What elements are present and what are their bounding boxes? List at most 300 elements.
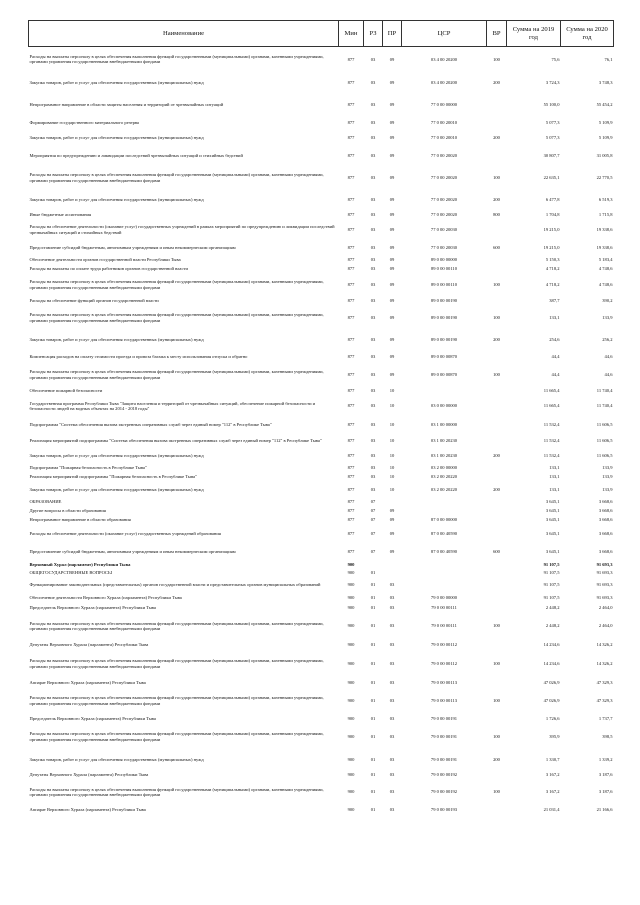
cell-sum-2020: 21 166,6 bbox=[596, 806, 613, 812]
cell-csr: 03 1 00 20230 bbox=[430, 437, 458, 443]
cell-csr: 77 0 00 20020 bbox=[430, 174, 458, 180]
cell-min: 877 bbox=[347, 196, 355, 202]
cell-pr: 09 bbox=[389, 371, 395, 377]
cell-sum-2019: 14 234,6 bbox=[543, 660, 560, 666]
cell-csr bbox=[402, 569, 487, 577]
table-row bbox=[29, 296, 614, 306]
cell-name: Закупка товаров, работ и услуг для обеспечения государственных (муниципальных) нужд bbox=[29, 336, 204, 342]
header-csr: ЦСР bbox=[402, 21, 487, 47]
cell-rz: 01 bbox=[370, 582, 376, 588]
cell-sum-2020: 91 693,3 bbox=[596, 569, 613, 575]
cell-pr bbox=[383, 569, 402, 577]
cell-csr: 79 0 00 00191 bbox=[430, 733, 458, 739]
cell-vr: 200 bbox=[493, 134, 500, 140]
cell-rz: 03 bbox=[370, 465, 376, 471]
cell-vr: 200 bbox=[493, 79, 500, 85]
cell-min: 877 bbox=[347, 371, 355, 377]
cell-name: Функционирование законодательных (представительных) органов государственной власти и представительных органов муниципальных образований bbox=[29, 582, 321, 588]
header-min: Мин bbox=[339, 21, 364, 47]
cell-sum-2019: 395,9 bbox=[549, 733, 560, 739]
table-row bbox=[29, 498, 614, 507]
cell-sum-2019: 3 645,1 bbox=[545, 548, 560, 554]
cell-name: Аппарат Верховного Хурала (парламента) Республики Тыва bbox=[29, 679, 146, 685]
table-row bbox=[29, 417, 614, 433]
cell-vr: 100 bbox=[493, 697, 500, 703]
cell-sum-2020: 2 464,0 bbox=[598, 623, 613, 629]
cell-min: 900 bbox=[347, 561, 355, 567]
table-row bbox=[29, 594, 614, 603]
header-name: Наименование bbox=[29, 21, 339, 47]
cell-sum-2019: 3 645,1 bbox=[545, 499, 560, 505]
cell-name: Закупка товаров, работ и услуг для обеспечения государственных (муниципальных) нужд bbox=[29, 453, 204, 459]
cell-name: Подпрограмма "Пожарная безопасность в Республике Тыва" bbox=[29, 465, 147, 471]
cell-min: 877 bbox=[347, 266, 355, 272]
cell-sum-2019: 11 532,4 bbox=[543, 453, 560, 459]
cell-min: 877 bbox=[347, 226, 355, 232]
cell-name: Формирование государственного материального резерва bbox=[29, 119, 139, 125]
cell-min: 877 bbox=[347, 403, 355, 409]
cell-pr: 03 bbox=[389, 806, 395, 812]
cell-rz: 01 bbox=[370, 715, 376, 721]
cell-vr bbox=[487, 640, 507, 650]
table-row bbox=[29, 526, 614, 543]
cell-sum-2019: 21 031,4 bbox=[543, 806, 560, 812]
cell-sum-2019: 22 635,1 bbox=[543, 174, 560, 180]
cell-vr: 100 bbox=[493, 56, 500, 62]
cell-pr: 10 bbox=[389, 403, 395, 409]
cell-vr: 200 bbox=[493, 453, 500, 459]
cell-rz: 03 bbox=[370, 336, 376, 342]
cell-pr: 10 bbox=[389, 465, 395, 471]
table-row bbox=[29, 724, 614, 750]
cell-min: 877 bbox=[347, 244, 355, 250]
cell-name: Предоставление субсидий бюджетным, автономным учреждениям и иным некоммерческим организациям bbox=[29, 244, 236, 250]
cell-name: Государственная программа Республики Тыва "Защита населения и территорий от чрезвычайных ситуаций, обеспечение пожарной безопасности и безопасности людей на водных объектах на 2014 - 2018 годы" bbox=[29, 400, 316, 411]
cell-csr: 79 0 00 00191 bbox=[430, 757, 458, 763]
table-row bbox=[29, 688, 614, 714]
cell-min: 877 bbox=[347, 336, 355, 342]
cell-name: Иные бюджетные ассигнования bbox=[29, 211, 92, 217]
cell-sum-2020: 14 326,2 bbox=[596, 641, 613, 647]
cell-csr: 89 0 00 00190 bbox=[430, 297, 458, 303]
cell-name: ОБЩЕГОСУДАРСТВЕННЫЕ ВОПРОСЫ bbox=[29, 569, 112, 575]
table-row bbox=[29, 190, 614, 210]
cell-csr: 89 0 00 00190 bbox=[430, 314, 458, 320]
cell-csr: 03 2 00 20220 bbox=[430, 486, 458, 492]
cell-csr: 03 2 00 00000 bbox=[430, 465, 458, 471]
cell-pr: 10 bbox=[389, 474, 395, 480]
cell-sum-2020: 5 183,4 bbox=[598, 257, 613, 263]
cell-min: 877 bbox=[347, 79, 355, 85]
table-row bbox=[29, 543, 614, 561]
cell-csr: 77 0 00 20030 bbox=[430, 226, 458, 232]
cell-pr: 09 bbox=[389, 531, 395, 537]
cell-min: 900 bbox=[347, 789, 355, 795]
cell-pr: 09 bbox=[389, 314, 395, 320]
cell-vr bbox=[487, 507, 507, 515]
cell-sum-2019: 44,4 bbox=[551, 371, 560, 377]
cell-min: 877 bbox=[347, 297, 355, 303]
cell-sum-2020: 11 606,5 bbox=[596, 437, 613, 443]
table-row bbox=[29, 256, 614, 265]
cell-vr bbox=[487, 714, 507, 724]
cell-sum-2019: 19 215,0 bbox=[543, 244, 560, 250]
cell-pr: 09 bbox=[389, 211, 395, 217]
cell-sum-2020: 6 519,3 bbox=[598, 196, 613, 202]
table-row bbox=[29, 146, 614, 166]
cell-vr: 200 bbox=[493, 757, 500, 763]
cell-sum-2020: 3 748,3 bbox=[598, 79, 613, 85]
cell-name: Расходы на выплаты персоналу в целях обеспечения выполнения функций государственными (муниципальными) органами, казенными учреждениями, органами управления государственными внебюджетными фондами bbox=[29, 620, 324, 631]
cell-rz bbox=[364, 561, 383, 569]
cell-sum-2019: 3 645,1 bbox=[545, 531, 560, 537]
table-row bbox=[29, 220, 614, 240]
cell-name: Непрограммное направление в области образования bbox=[29, 517, 131, 523]
cell-sum-2020: 14 326,2 bbox=[596, 660, 613, 666]
cell-pr: 09 bbox=[389, 226, 395, 232]
cell-rz: 01 bbox=[370, 679, 376, 685]
cell-name: Расходы на обеспечение функций органов государственной власти bbox=[29, 297, 159, 303]
cell-sum-2020: 4 748,6 bbox=[598, 281, 613, 287]
cell-sum-2020: 91 693,3 bbox=[596, 595, 613, 601]
cell-pr bbox=[383, 561, 402, 569]
table-row bbox=[29, 116, 614, 130]
cell-rz: 03 bbox=[370, 134, 376, 140]
cell-name: Верховный Хурал (парламент) Республики Тыва bbox=[29, 561, 131, 567]
cell-name: Закупка товаров, работ и услуг для обеспечения государственных (муниципальных) нужд bbox=[29, 486, 204, 492]
cell-pr: 03 bbox=[389, 595, 395, 601]
table-row bbox=[29, 771, 614, 780]
cell-pr: 09 bbox=[389, 56, 395, 62]
cell-pr: 09 bbox=[389, 174, 395, 180]
cell-pr: 09 bbox=[389, 353, 395, 359]
cell-rz: 07 bbox=[370, 548, 376, 554]
cell-name: Аппарат Верховного Хурала (парламента) Республики Тыва bbox=[29, 806, 146, 812]
cell-rz: 03 bbox=[370, 421, 376, 427]
cell-name: Обеспечение пожарной безопасности bbox=[29, 387, 103, 393]
cell-vr bbox=[487, 569, 507, 577]
cell-rz: 03 bbox=[370, 403, 376, 409]
cell-vr bbox=[487, 146, 507, 166]
cell-sum-2019: 387,7 bbox=[549, 297, 560, 303]
cell-sum-2020: 133,9 bbox=[602, 486, 613, 492]
table-row bbox=[29, 72, 614, 94]
cell-sum-2020: 2 464,0 bbox=[598, 604, 613, 610]
cell-name: Обеспечение деятельности органов государственной власти Республики Тыва bbox=[29, 257, 181, 263]
cell-sum-2019: 91 107,5 bbox=[543, 582, 560, 588]
cell-name: Расходы на обеспечение деятельности (оказание услуг) государственных учреждений образования bbox=[29, 531, 221, 537]
cell-min: 877 bbox=[347, 134, 355, 140]
cell-min: 877 bbox=[347, 56, 355, 62]
cell-sum-2020: 133,9 bbox=[602, 474, 613, 480]
cell-name: Реализация мероприятий подпрограммы "Система обеспечения вызова экстренных оперативных служб через единый номер "112" в Республике Тыва" bbox=[29, 437, 322, 443]
cell-min: 900 bbox=[347, 715, 355, 721]
cell-name: Расходы на выплаты персоналу в целях обеспечения выполнения функций государственными (муниципальными) органами, казенными учреждениями, органами управления государственными внебюджетными фондами bbox=[29, 786, 324, 797]
cell-rz: 03 bbox=[370, 474, 376, 480]
cell-rz: 01 bbox=[370, 757, 376, 763]
cell-sum-2019: 3 167,2 bbox=[545, 789, 560, 795]
cell-pr: 09 bbox=[389, 281, 395, 287]
cell-sum-2019: 5 150,3 bbox=[545, 257, 560, 263]
cell-vr: 200 bbox=[493, 196, 500, 202]
cell-csr bbox=[402, 561, 487, 569]
cell-name: Расходы на обеспечение деятельности (оказание услуг) государственных учреждений в рамках мероприятий по предупреждению и ликвидации последствий чрезвычайных ситуаций и стихийных бедствий bbox=[29, 224, 335, 235]
cell-name: Закупка товаров, работ и услуг для обеспечения государственных (муниципальных) нужд bbox=[29, 196, 204, 202]
cell-pr: 03 bbox=[389, 623, 395, 629]
table-row bbox=[29, 130, 614, 146]
table-row bbox=[29, 330, 614, 350]
cell-vr: 200 bbox=[493, 336, 500, 342]
table-row bbox=[29, 482, 614, 498]
cell-sum-2020: 3 187,6 bbox=[598, 772, 613, 778]
cell-rz: 07 bbox=[370, 531, 376, 537]
cell-name: Закупка товаров, работ и услуг для обеспечения государственных (муниципальных) нужд bbox=[29, 79, 204, 85]
cell-vr: 600 bbox=[493, 548, 500, 554]
cell-pr: 03 bbox=[389, 582, 395, 588]
cell-name: Другие вопросы в области образования bbox=[29, 507, 106, 513]
cell-vr: 600 bbox=[493, 244, 500, 250]
cell-name: Расходы на выплаты персоналу в целях обеспечения выполнения функций государственными (муниципальными) органами, казенными учреждениями, органами управления государственными внебюджетными фондами bbox=[29, 731, 324, 742]
cell-vr bbox=[487, 526, 507, 543]
cell-pr: 03 bbox=[389, 604, 395, 610]
cell-min: 877 bbox=[347, 548, 355, 554]
cell-sum-2019: 2 448,2 bbox=[545, 623, 560, 629]
cell-sum-2020: 47 329,3 bbox=[596, 679, 613, 685]
cell-pr: 03 bbox=[389, 641, 395, 647]
cell-vr: 100 bbox=[493, 733, 500, 739]
cell-rz: 03 bbox=[370, 281, 376, 287]
cell-name: Депутаты Верховного Хурала (парламента) Республики Тыва bbox=[29, 641, 149, 647]
cell-min: 900 bbox=[347, 604, 355, 610]
cell-vr: 100 bbox=[493, 314, 500, 320]
cell-pr: 09 bbox=[389, 548, 395, 554]
cell-sum-2019: 133,1 bbox=[549, 486, 560, 492]
table-row bbox=[29, 805, 614, 815]
header-sum-2019: Сумма на 2019 год bbox=[507, 21, 561, 47]
table-row bbox=[29, 265, 614, 274]
cell-sum-2019: 133,1 bbox=[549, 465, 560, 471]
cell-sum-2020: 390,2 bbox=[602, 297, 613, 303]
cell-csr: 87 0 00 40590 bbox=[430, 548, 458, 554]
cell-sum-2020: 19 338,6 bbox=[596, 244, 613, 250]
cell-csr: 89 0 00 00000 bbox=[430, 257, 458, 263]
cell-name: Расходы на выплаты персоналу в целях обеспечения выполнения функций государственными (муниципальными) органами, казенными учреждениями, органами управления государственными внебюджетными фондами bbox=[29, 54, 324, 65]
cell-min: 877 bbox=[347, 119, 355, 125]
cell-sum-2019: 4 718,2 bbox=[545, 281, 560, 287]
cell-sum-2019: 75,6 bbox=[551, 56, 560, 62]
table-row bbox=[29, 274, 614, 296]
cell-vr bbox=[487, 515, 507, 526]
cell-sum-2020: 398,5 bbox=[602, 733, 613, 739]
cell-sum-2019: 19 215,0 bbox=[543, 226, 560, 232]
cell-csr: 77 0 00 20030 bbox=[430, 244, 458, 250]
cell-sum-2020: 5 109,9 bbox=[598, 134, 613, 140]
table-row bbox=[29, 561, 614, 569]
cell-pr: 09 bbox=[389, 336, 395, 342]
cell-rz: 01 bbox=[370, 623, 376, 629]
cell-rz: 03 bbox=[370, 56, 376, 62]
cell-vr: 100 bbox=[493, 174, 500, 180]
cell-name: Расходы на выплаты персоналу в целях обеспечения выполнения функций государственными (муниципальными) органами, казенными учреждениями, органами управления государственными внебюджетными фондами bbox=[29, 695, 324, 706]
cell-name: Предоставление субсидий бюджетным, автономным учреждениям и иным некоммерческим организациям bbox=[29, 548, 236, 554]
cell-csr: 03 4 00 20200 bbox=[430, 56, 458, 62]
cell-csr: 79 0 00 00192 bbox=[430, 789, 458, 795]
cell-sum-2019: 30 807,7 bbox=[543, 152, 560, 158]
cell-sum-2019: 47 026,9 bbox=[543, 679, 560, 685]
cell-vr bbox=[487, 678, 507, 688]
cell-sum-2019: 3 167,2 bbox=[545, 772, 560, 778]
table-row bbox=[29, 577, 614, 594]
cell-pr: 09 bbox=[389, 152, 395, 158]
cell-vr bbox=[487, 594, 507, 603]
cell-vr bbox=[487, 386, 507, 396]
table-row bbox=[29, 650, 614, 678]
cell-csr: 77 0 00 20020 bbox=[430, 211, 458, 217]
cell-min: 877 bbox=[347, 474, 355, 480]
cell-min: 900 bbox=[347, 595, 355, 601]
cell-pr: 03 bbox=[389, 789, 395, 795]
cell-sum-2020: 133,9 bbox=[602, 465, 613, 471]
cell-min: 877 bbox=[347, 499, 355, 505]
cell-sum-2019: 3 645,1 bbox=[545, 517, 560, 523]
cell-vr bbox=[487, 577, 507, 594]
cell-csr: 79 0 00 00191 bbox=[430, 715, 458, 721]
cell-name: Обеспечение деятельности Верховного Хурала (парламента) Республики Тыва bbox=[29, 595, 182, 601]
cell-csr: 03 4 00 20200 bbox=[430, 79, 458, 85]
cell-sum-2019: 6 477,8 bbox=[545, 196, 560, 202]
cell-rz: 07 bbox=[370, 507, 376, 513]
cell-pr: 03 bbox=[389, 679, 395, 685]
cell-pr: 10 bbox=[389, 453, 395, 459]
cell-min: 900 bbox=[347, 733, 355, 739]
cell-vr: 100 bbox=[493, 660, 500, 666]
cell-sum-2020: 11 740,4 bbox=[596, 403, 613, 409]
cell-sum-2020: 3 668,6 bbox=[598, 499, 613, 505]
cell-vr: 100 bbox=[493, 623, 500, 629]
cell-sum-2020: 4 748,6 bbox=[598, 266, 613, 272]
cell-vr: 100 bbox=[493, 281, 500, 287]
cell-rz: 01 bbox=[370, 660, 376, 666]
cell-csr: 77 0 00 20010 bbox=[430, 134, 458, 140]
cell-sum-2019: 4 718,2 bbox=[545, 266, 560, 272]
cell-sum-2019: 3 724,3 bbox=[545, 79, 560, 85]
table-row bbox=[29, 678, 614, 688]
table-row bbox=[29, 396, 614, 417]
table-row bbox=[29, 515, 614, 526]
cell-vr bbox=[487, 417, 507, 433]
cell-min: 877 bbox=[347, 507, 355, 513]
cell-csr: 87 0 00 00000 bbox=[430, 517, 458, 523]
cell-rz: 03 bbox=[370, 79, 376, 85]
cell-sum-2020: 3 668,6 bbox=[598, 517, 613, 523]
cell-csr: 79 0 00 00111 bbox=[431, 623, 457, 629]
cell-name: Подпрограмма "Система обеспечения вызова экстренных оперативных служб через единый номер "112" в Республике Тыва" bbox=[29, 421, 272, 427]
cell-sum-2019: 1 704,8 bbox=[545, 211, 560, 217]
cell-name: Закупка товаров, работ и услуг для обеспечения государственных (муниципальных) нужд bbox=[29, 757, 204, 763]
cell-sum-2020: 133,9 bbox=[602, 314, 613, 320]
cell-vr bbox=[487, 94, 507, 116]
cell-pr: 03 bbox=[389, 772, 395, 778]
cell-min: 900 bbox=[347, 641, 355, 647]
cell-csr: 03 1 00 00000 bbox=[430, 421, 458, 427]
cell-pr: 09 bbox=[389, 517, 395, 523]
table-row bbox=[29, 350, 614, 364]
cell-csr: 79 0 00 00112 bbox=[431, 641, 457, 647]
header-sum-2020: Сумма на 2020 год bbox=[561, 21, 614, 47]
cell-rz: 03 bbox=[370, 119, 376, 125]
cell-vr bbox=[487, 433, 507, 449]
cell-sum-2019: 5 077,3 bbox=[545, 134, 560, 140]
cell-csr: 77 0 00 20020 bbox=[430, 152, 458, 158]
cell-vr bbox=[487, 473, 507, 482]
table-row bbox=[29, 210, 614, 220]
cell-sum-2019: 44,4 bbox=[551, 353, 560, 359]
cell-vr bbox=[487, 220, 507, 240]
cell-csr: 79 0 00 00113 bbox=[431, 679, 457, 685]
cell-min: 900 bbox=[347, 569, 355, 575]
cell-pr: 09 bbox=[389, 297, 395, 303]
cell-pr: 10 bbox=[389, 421, 395, 427]
cell-csr: 79 0 00 00112 bbox=[431, 660, 457, 666]
cell-vr bbox=[487, 256, 507, 265]
cell-pr: 09 bbox=[389, 79, 395, 85]
cell-name: Компенсация расходов на оплату стоимости проезда и провоза багажа к месту использования отпуска и обратно bbox=[29, 353, 248, 359]
header-vr: ВР bbox=[487, 21, 507, 47]
cell-min: 877 bbox=[347, 152, 355, 158]
cell-name: Депутаты Верховного Хурала (парламента) Республики Тыва bbox=[29, 772, 149, 778]
cell-min: 877 bbox=[347, 517, 355, 523]
cell-name: Председатель Верховного Хурала (парламента) Республики Тыва bbox=[29, 715, 156, 721]
cell-rz: 03 bbox=[370, 371, 376, 377]
cell-pr: 09 bbox=[389, 507, 395, 513]
cell-rz: 03 bbox=[370, 314, 376, 320]
cell-name: Расходы на выплаты персоналу в целях обеспечения выполнения функций государственными (муниципальными) органами, казенными учреждениями, органами управления государственными внебюджетными фондами bbox=[29, 658, 324, 669]
cell-sum-2020: 91 693,3 bbox=[596, 582, 613, 588]
cell-vr bbox=[487, 805, 507, 815]
cell-vr bbox=[487, 265, 507, 274]
cell-sum-2019: 55 100,0 bbox=[543, 101, 560, 107]
cell-name: Расходы на выплаты персоналу в целях обеспечения выполнения функций государственными (муниципальными) органами, казенными учреждениями, органами управления государственными внебюджетными фондами bbox=[29, 172, 324, 183]
cell-min: 877 bbox=[347, 421, 355, 427]
cell-sum-2020: 11 606,5 bbox=[596, 453, 613, 459]
cell-sum-2020: 5 109,9 bbox=[598, 119, 613, 125]
cell-sum-2020: 11 740,4 bbox=[596, 387, 613, 393]
cell-vr bbox=[487, 296, 507, 306]
cell-pr: 03 bbox=[389, 660, 395, 666]
cell-pr: 03 bbox=[389, 715, 395, 721]
cell-sum-2020: 31 005,8 bbox=[596, 152, 613, 158]
cell-sum-2020: 22 770,5 bbox=[596, 174, 613, 180]
cell-rz: 07 bbox=[370, 517, 376, 523]
cell-sum-2020: 1 737,7 bbox=[598, 715, 613, 721]
cell-name: Расходы на выплаты персоналу в целях обеспечения выполнения функций государственными (муниципальными) органами, казенными учреждениями, органами управления государственными внебюджетными фондами bbox=[29, 279, 324, 290]
cell-rz: 03 bbox=[370, 211, 376, 217]
cell-min: 877 bbox=[347, 437, 355, 443]
cell-min: 900 bbox=[347, 697, 355, 703]
cell-min: 877 bbox=[347, 453, 355, 459]
cell-rz: 01 bbox=[370, 806, 376, 812]
cell-rz: 03 bbox=[370, 266, 376, 272]
header-rz: РЗ bbox=[364, 21, 383, 47]
cell-rz: 01 bbox=[370, 569, 376, 575]
cell-sum-2019: 14 234,6 bbox=[543, 641, 560, 647]
cell-sum-2019: 133,1 bbox=[549, 314, 560, 320]
table-row bbox=[29, 433, 614, 449]
table-row bbox=[29, 603, 614, 613]
cell-csr bbox=[402, 386, 487, 396]
cell-pr: 09 bbox=[389, 101, 395, 107]
cell-rz: 01 bbox=[370, 697, 376, 703]
